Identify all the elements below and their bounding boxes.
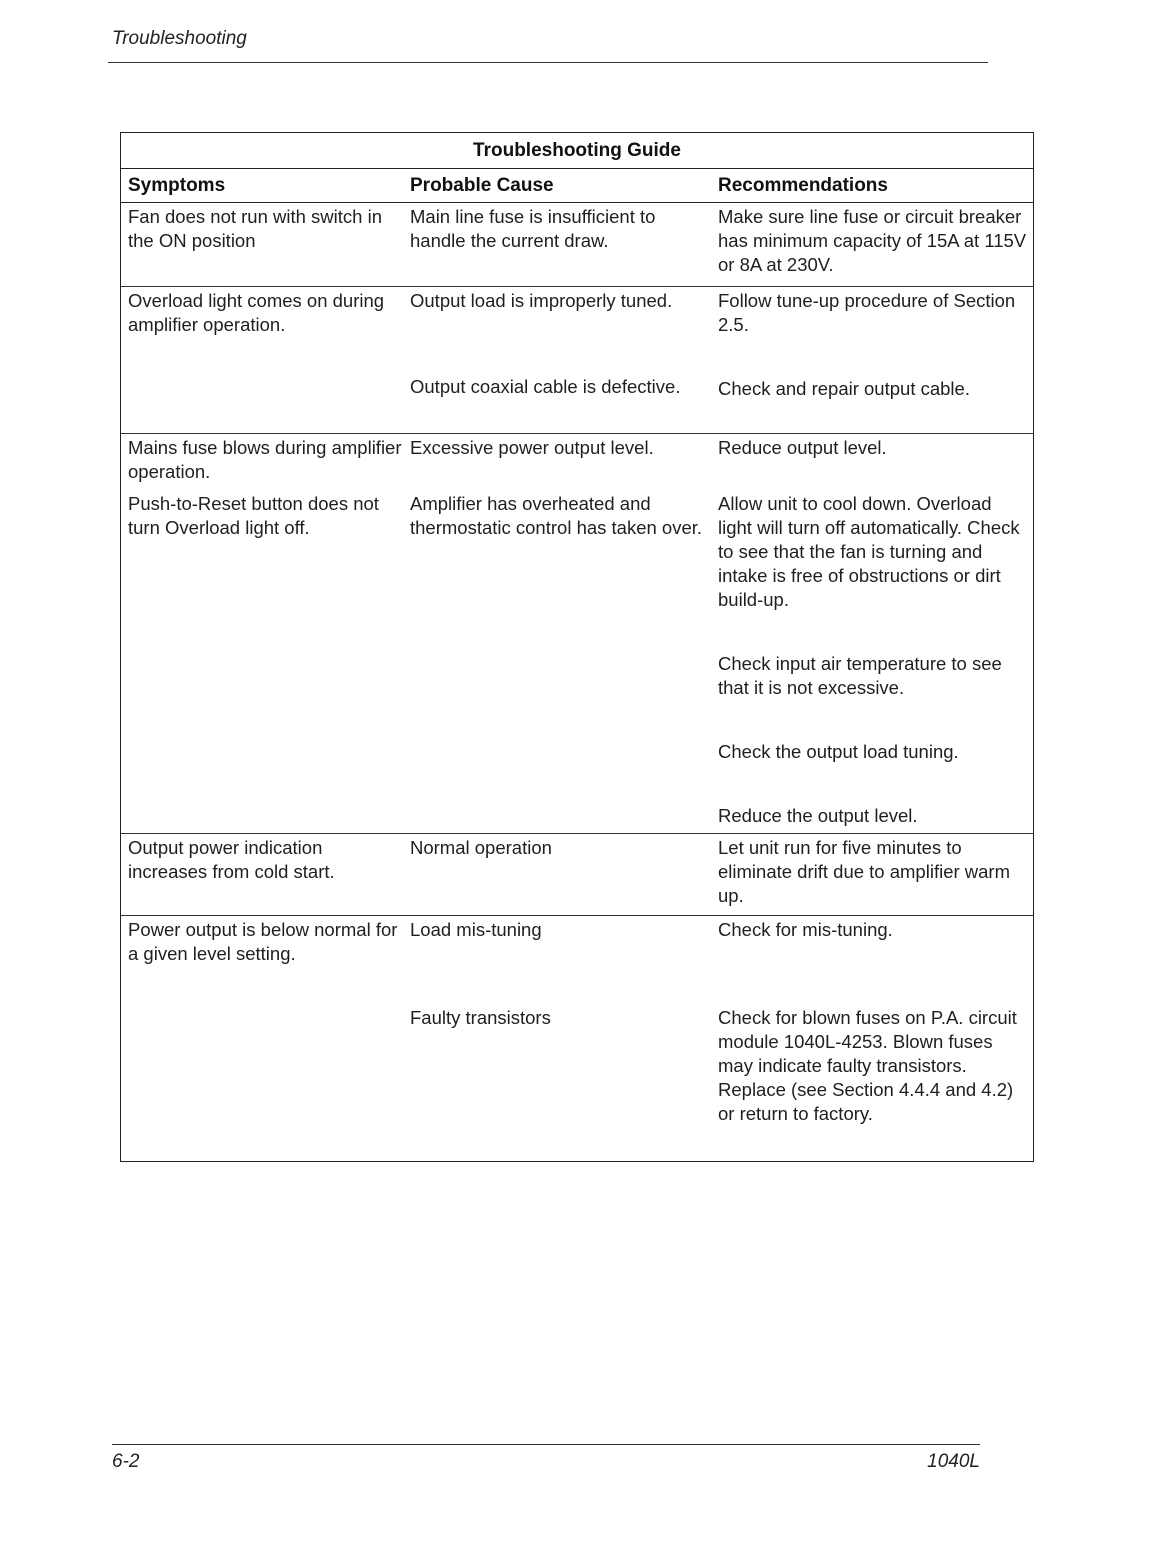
recommendation-cell <box>713 916 1033 1161</box>
running-head: Troubleshooting <box>112 28 247 49</box>
recommendation-text: Check and repair output cable. <box>718 378 970 399</box>
recommendation-cell <box>713 287 1033 433</box>
model-number: 1040L <box>927 1451 980 1472</box>
header-rule <box>108 62 988 63</box>
column-headers <box>121 169 1033 203</box>
recommendation-text: Check the output load tuning. <box>718 741 959 762</box>
table-row <box>121 287 1033 434</box>
cause-text: Output load is improperly tuned. <box>410 290 673 311</box>
table-row <box>121 834 1033 916</box>
table-row <box>121 434 1033 834</box>
symptom-cell: Output power indication increases from cold start. <box>128 837 335 882</box>
cause-cell <box>405 287 713 433</box>
recommendation-text: Check for blown fuses on P.A. circuit module 1040L-4253. Blown fuses may indicate faulty transistors. Replace (see Section 4.4.4 and 4.2) or return to factory. <box>718 1007 1017 1124</box>
cause-text: Load mis-tuning <box>410 919 542 940</box>
recommendation-text: Follow tune-up procedure of Section 2.5. <box>718 290 1016 335</box>
recommendation-text: Allow unit to cool down. Overload light will turn off automatically. Check to see that the fan is turning and intake is free of obstructions or dirt build-up. <box>718 493 1020 610</box>
header-probable-cause: Probable Cause <box>410 175 554 196</box>
recommendation-text: Check input air temperature to see that it is not excessive. <box>718 653 1002 698</box>
cause-cell <box>405 916 713 1161</box>
recommendation-text: Check for mis-tuning. <box>718 919 893 940</box>
cause-text: Faulty transistors <box>410 1007 551 1028</box>
recommendation-text: Reduce the output level. <box>718 805 918 826</box>
footer-rule <box>112 1444 980 1445</box>
symptom-cell <box>121 434 405 833</box>
table-row <box>121 916 1033 1161</box>
table-title: Troubleshooting Guide <box>121 133 1033 169</box>
symptom-cell: Fan does not run with switch in the ON position <box>128 206 382 251</box>
recommendation-cell: Let unit run for five minutes to eliminate drift due to amplifier warm up. <box>718 837 1010 906</box>
page-number: 6-2 <box>112 1451 140 1472</box>
symptom-text: Push-to-Reset button does not turn Overload light off. <box>128 493 379 538</box>
symptom-cell: Power output is below normal for a given level setting. <box>128 919 398 964</box>
symptom-text: Mains fuse blows during amplifier operation. <box>128 437 402 482</box>
recommendation-cell: Make sure line fuse or circuit breaker has minimum capacity of 15A at 115V or 8A at 230V. <box>718 206 1027 275</box>
recommendation-text: Reduce output level. <box>718 437 887 458</box>
cause-cell <box>405 434 713 833</box>
cause-cell: Main line fuse is insufficient to handle the current draw. <box>410 206 656 251</box>
cause-text: Amplifier has overheated and thermostatic control has taken over. <box>410 493 703 538</box>
header-symptoms: Symptoms <box>128 175 226 196</box>
symptom-cell: Overload light comes on during amplifier operation. <box>128 290 385 335</box>
cause-text: Excessive power output level. <box>410 437 654 458</box>
recommendation-cell <box>713 434 1033 833</box>
troubleshooting-guide-table <box>120 132 1034 1162</box>
table-row <box>121 203 1033 287</box>
cause-cell: Normal operation <box>410 837 552 858</box>
header-recommendations: Recommendations <box>718 175 888 196</box>
cause-text: Output coaxial cable is defective. <box>410 376 681 397</box>
